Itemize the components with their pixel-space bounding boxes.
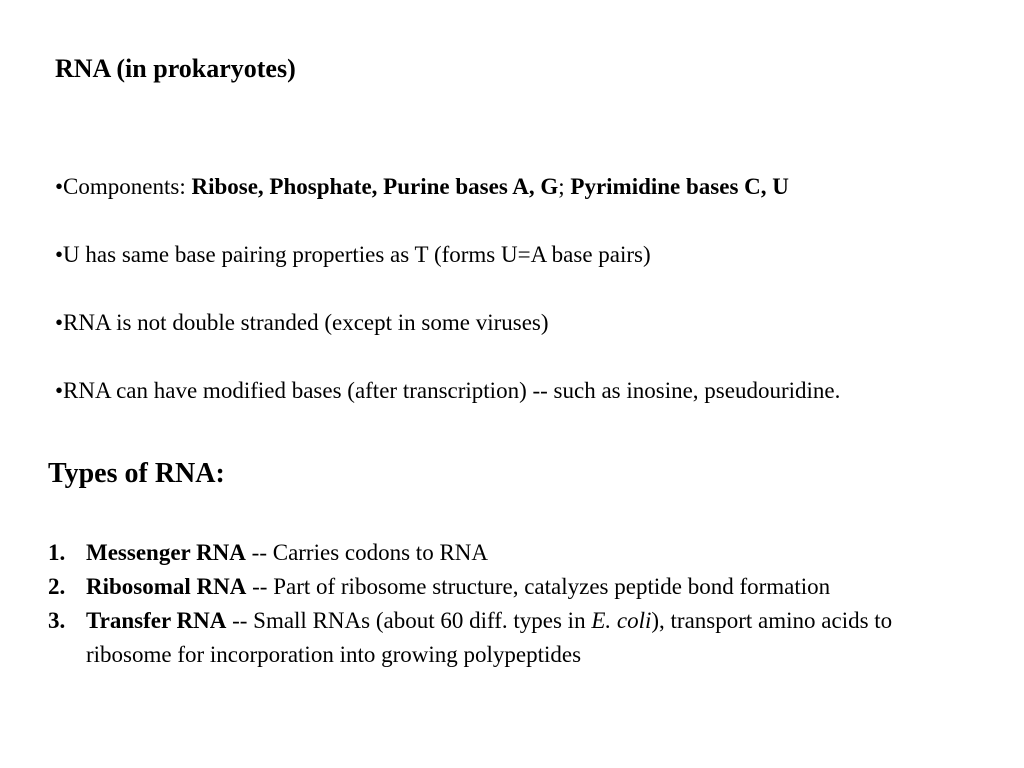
rna-type-description-start: -- Small RNAs (about 60 diff. types in — [226, 608, 592, 633]
list-item-ribosomal-rna — [48, 570, 928, 604]
rna-type-name: Messenger RNA — [86, 540, 246, 565]
list-number: 3. — [48, 608, 66, 633]
rna-type-description: -- Part of ribosome structure, catalyzes peptide bond formation — [246, 574, 831, 599]
list-number: 2. — [48, 574, 66, 599]
bullet-base-pairing: •U has same base pairing properties as T (forms U=A base pairs) — [55, 242, 651, 267]
bullet-components-prefix: •Components: — [55, 174, 192, 199]
organism-name: E. coli — [591, 608, 652, 633]
rna-type-name: Ribosomal RNA — [86, 574, 247, 599]
list-number: 1. — [48, 540, 66, 565]
list-item-messenger-rna — [48, 536, 928, 570]
rna-type-description: -- Carries codons to RNA — [245, 540, 489, 565]
bullet-modified-bases: •RNA can have modified bases (after transcription) -- such as inosine, pseudouridine. — [55, 378, 841, 403]
bullet-components — [55, 170, 975, 204]
bullet-components-bold-1: Ribose, Phosphate, Purine bases A, G — [191, 174, 559, 199]
slide-title: RNA (in prokaryotes) — [55, 54, 296, 83]
list-item-transfer-rna — [48, 604, 928, 672]
bullet-double-stranded: •RNA is not double stranded (except in some viruses) — [55, 310, 549, 335]
bullet-components-bold-2: Pyrimidine bases C, U — [570, 174, 789, 199]
rna-types-list — [48, 536, 928, 672]
bullet-list — [55, 170, 975, 408]
types-heading: Types of RNA: — [48, 458, 225, 489]
bullet-components-separator: ; — [558, 174, 571, 199]
rna-type-name: Transfer RNA — [86, 608, 227, 633]
rna-type-description-end: ), transport amino acids to ribosome for incorporation into growing polypeptides — [86, 608, 893, 667]
